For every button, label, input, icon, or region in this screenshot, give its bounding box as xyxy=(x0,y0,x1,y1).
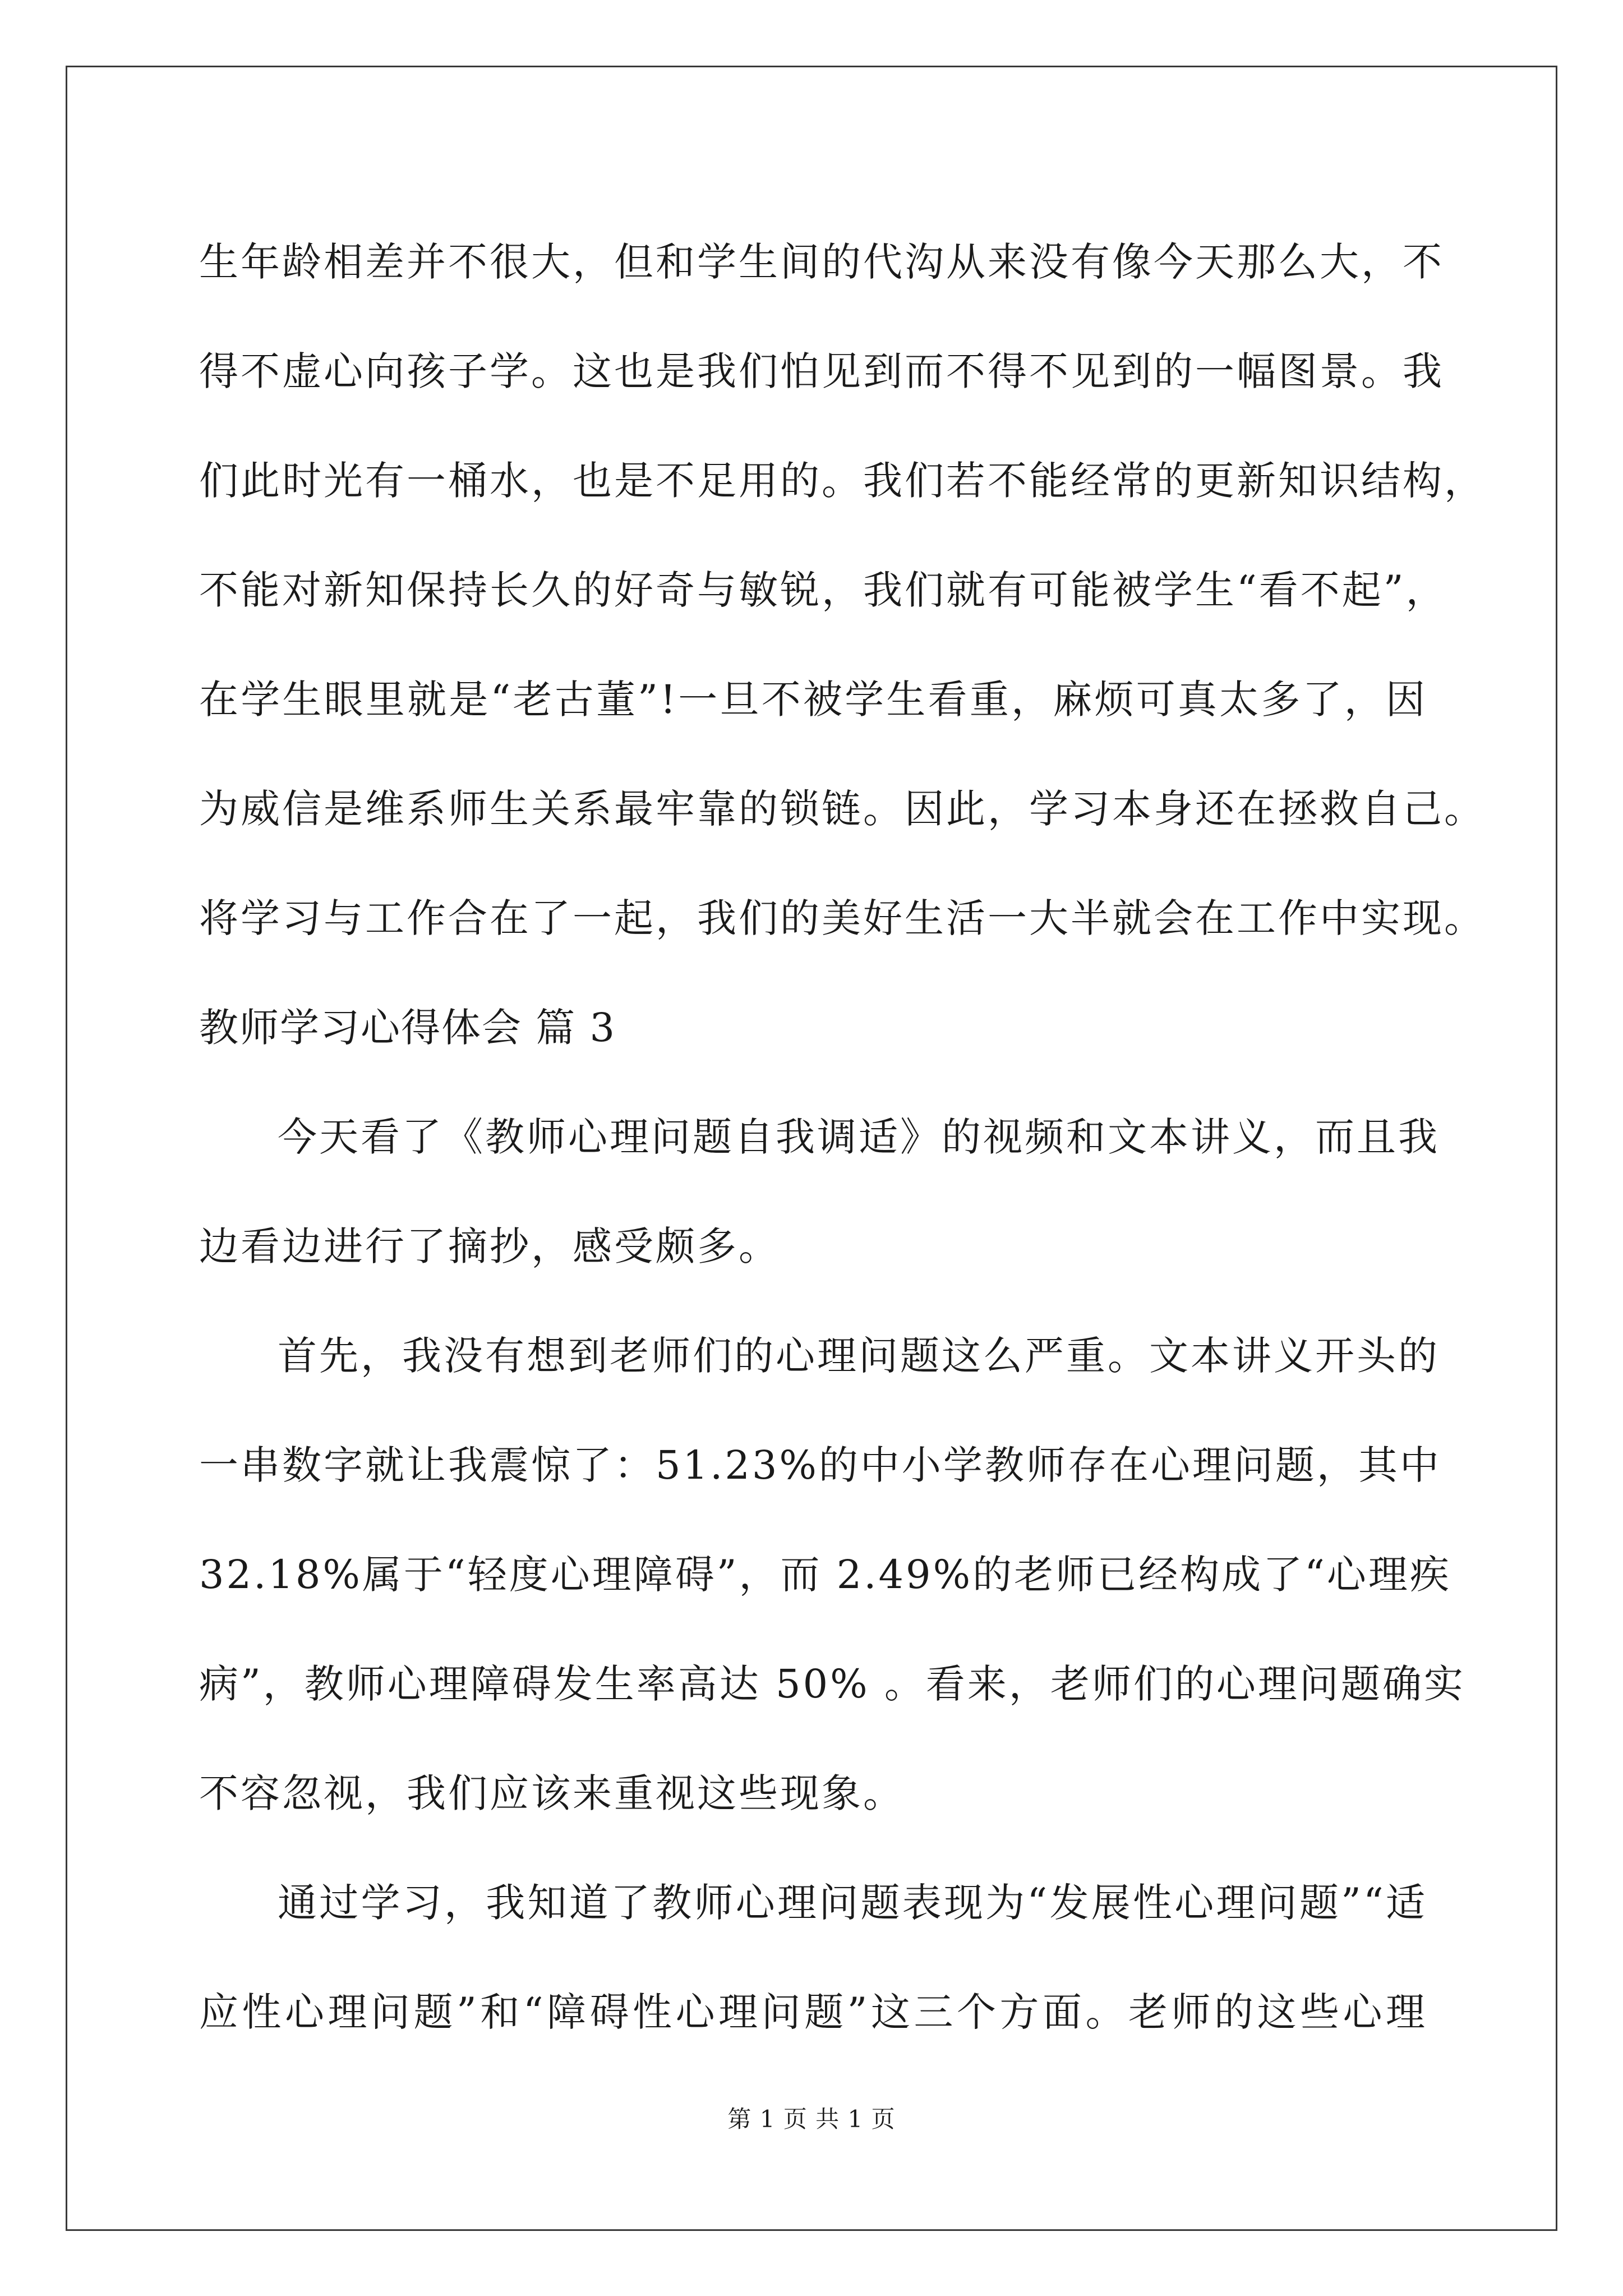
text-line: 在学生眼里就是“老古董”!一旦不被学生看重，麻烦可真太多了，因 xyxy=(199,677,1427,723)
text-line: 得不虚心向孩子学。这也是我们怕见到而不得不见到的一幅图景。我 xyxy=(199,348,1444,394)
text-line: 一串数字就让我震惊了：51.23%的中小学教师存在心理问题，其中 xyxy=(199,1442,1441,1488)
text-line: 们此时光有一桶水，也是不足用的。我们若不能经常的更新知识结构， xyxy=(199,458,1486,504)
text-line: 为威信是维系师生关系最牢靠的锁链。因此，学习本身还在拯救自己。 xyxy=(199,786,1486,832)
text-line: 应性心理问题”和“障碍性心理问题”这三个方面。老师的这些心理 xyxy=(199,1989,1427,2035)
page-footer: 第 1 页 共 1 页 xyxy=(727,2105,896,2133)
text-line: 通过学习，我知道了教师心理问题表现为“发展性心理问题”“适 xyxy=(278,1880,1427,1926)
text-line: 病”，教师心理障碍发生率高达 50% 。看来，老师们的心理问题确实 xyxy=(199,1661,1465,1707)
text-line: 边看边进行了摘抄，感受颇多。 xyxy=(199,1223,780,1269)
text-line: 今天看了《教师心理问题自我调适》的视频和文本讲义，而且我 xyxy=(278,1114,1440,1160)
document-body xyxy=(199,208,1486,2067)
text-line: 不容忽视，我们应该来重视这些现象。 xyxy=(199,1770,905,1816)
section-heading: 教师学习心得体会 篇 3 xyxy=(199,1005,616,1051)
text-line: 首先，我没有想到老师们的心理问题这么严重。文本讲义开头的 xyxy=(278,1333,1440,1379)
text-line: 不能对新知保持长久的好奇与敏锐，我们就有可能被学生“看不起”， xyxy=(199,567,1447,613)
text-line: 生年龄相差并不很大，但和学生间的代沟从来没有像今天那么大，不 xyxy=(199,239,1444,285)
text-line: 将学习与工作合在了一起，我们的美好生活一大半就会在工作中实现。 xyxy=(199,895,1486,941)
text-line: 32.18%属于“轻度心理障碍”，而 2.49%的老师已经构成了“心理疾 xyxy=(199,1552,1451,1598)
